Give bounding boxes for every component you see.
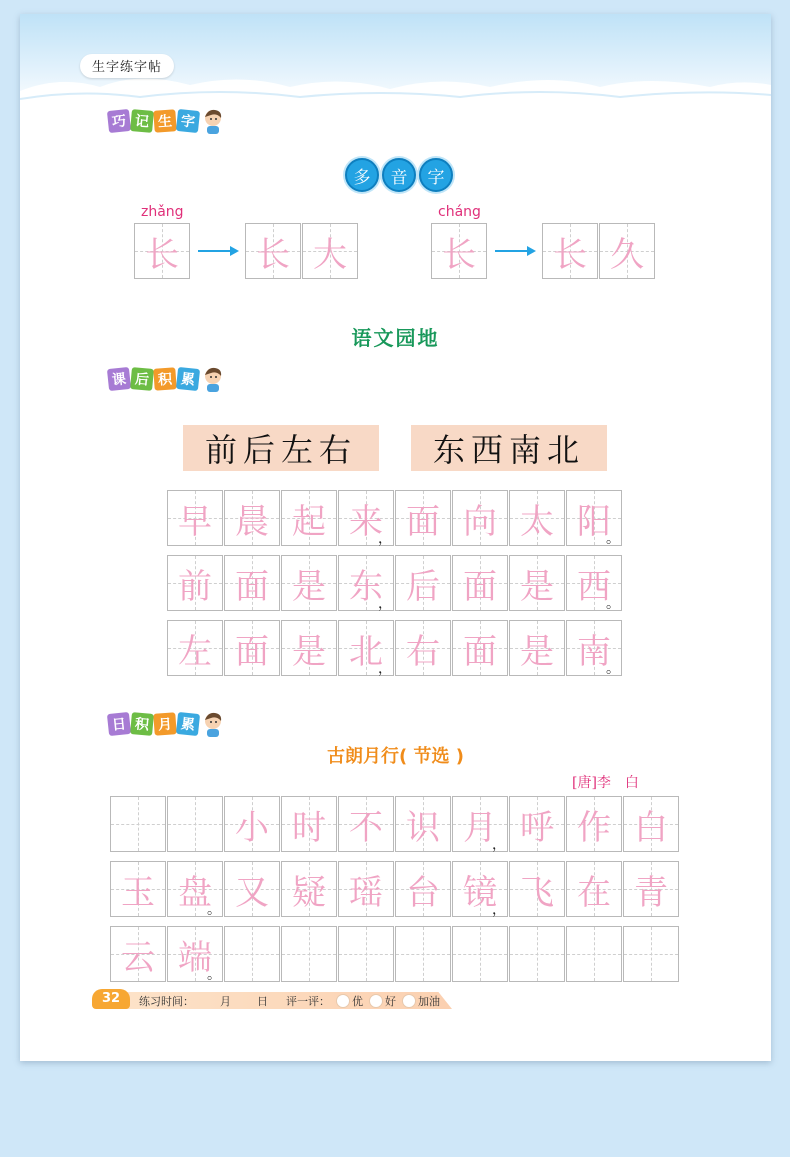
kid-mascot-icon xyxy=(202,711,224,737)
practice-cell xyxy=(110,926,166,982)
practice-cell xyxy=(110,861,166,917)
punctuation-mark: ， xyxy=(378,661,392,677)
practice-cell xyxy=(452,490,508,546)
trace-char: 又 xyxy=(235,872,269,913)
practice-cell xyxy=(452,861,508,917)
trace-char: 瑶 xyxy=(349,872,383,913)
practice-cell xyxy=(452,796,508,852)
trace-char: 呼 xyxy=(520,807,554,848)
badge-tile: 累 xyxy=(176,367,200,391)
practice-cell xyxy=(452,620,508,676)
trace-char: 面 xyxy=(235,566,269,607)
trace-char: 作 xyxy=(577,807,611,848)
practice-cell xyxy=(566,620,622,676)
practice-cell xyxy=(395,926,451,982)
practice-cell xyxy=(566,926,622,982)
workbook-page xyxy=(20,14,771,1061)
punctuation-mark: ， xyxy=(378,531,392,547)
trace-char: 西 xyxy=(577,566,611,607)
badge-tile: 课 xyxy=(107,367,131,391)
trace-char: 北 xyxy=(349,631,383,672)
polyphonic-title-char: 字 xyxy=(419,158,453,192)
practice-cell xyxy=(224,555,280,611)
practice-cell xyxy=(281,490,337,546)
badge-tile: 积 xyxy=(153,367,176,390)
practice-cell xyxy=(167,796,223,852)
practice-cell xyxy=(224,490,280,546)
practice-cell xyxy=(566,555,622,611)
practice-cell xyxy=(224,861,280,917)
trace-char: 云 xyxy=(121,937,155,978)
trace-char: 疑 xyxy=(292,872,326,913)
punctuation-mark: ， xyxy=(492,837,506,853)
practice-cell xyxy=(509,861,565,917)
trace-char: 长 xyxy=(256,234,290,275)
practice-cell xyxy=(338,490,394,546)
phrase-box: 前后左右 xyxy=(183,425,379,471)
practice-cell xyxy=(302,223,358,279)
badge-tile: 累 xyxy=(176,712,200,736)
rating-radio[interactable] xyxy=(369,994,383,1008)
trace-char xyxy=(624,927,678,981)
practice-cell xyxy=(566,796,622,852)
badge-tile: 字 xyxy=(176,109,200,133)
badge-tile: 巧 xyxy=(107,109,131,133)
trace-char: 在 xyxy=(577,872,611,913)
practice-cell xyxy=(224,796,280,852)
workbook-title: 生字练字帖 xyxy=(80,54,174,78)
trace-char: 不 xyxy=(349,807,383,848)
practice-cell xyxy=(167,490,223,546)
trace-char: 长 xyxy=(145,234,179,275)
practice-cell xyxy=(224,620,280,676)
trace-char: 面 xyxy=(406,501,440,542)
trace-char: 起 xyxy=(292,501,326,542)
practice-cell xyxy=(281,555,337,611)
polyphonic-title-char: 音 xyxy=(382,158,416,192)
section-heading: 语文园地 xyxy=(351,326,440,350)
trace-char: 长 xyxy=(553,234,587,275)
badge-tile: 生 xyxy=(153,109,176,132)
polyphonic-title xyxy=(345,158,453,192)
practice-cell xyxy=(623,926,679,982)
kid-mascot-icon xyxy=(202,366,224,392)
practice-cell xyxy=(281,861,337,917)
practice-cell xyxy=(431,223,487,279)
trace-char: 太 xyxy=(520,501,554,542)
trace-char: 面 xyxy=(235,631,269,672)
pinyin-label: zhǎng xyxy=(141,204,184,220)
badge-tile: 日 xyxy=(107,712,131,736)
phrase-box: 东西南北 xyxy=(411,425,607,471)
trace-char: 时 xyxy=(292,807,326,848)
trace-char: 向 xyxy=(463,501,497,542)
trace-char: 前 xyxy=(178,566,212,607)
punctuation-mark: 。 xyxy=(606,596,620,612)
punctuation-mark: 。 xyxy=(606,531,620,547)
page-number: 32 xyxy=(92,989,130,1009)
practice-time-label: 练习时间： xyxy=(139,995,194,1008)
trace-char: 白 xyxy=(634,807,668,848)
practice-cell xyxy=(338,620,394,676)
practice-cell xyxy=(167,620,223,676)
trace-char: 早 xyxy=(178,501,212,542)
rating-label: 评一评： xyxy=(286,995,330,1008)
practice-cell xyxy=(395,620,451,676)
punctuation-mark: 。 xyxy=(207,902,221,918)
trace-char xyxy=(339,927,393,981)
trace-char xyxy=(111,797,165,851)
poem-title: 古朗月行( 节选 ) xyxy=(327,746,464,767)
practice-cell xyxy=(281,620,337,676)
footer-text xyxy=(139,993,440,1009)
trace-char: 是 xyxy=(292,631,326,672)
punctuation-mark: ， xyxy=(492,902,506,918)
practice-cell xyxy=(395,490,451,546)
trace-char: 右 xyxy=(406,631,440,672)
section-badge-riji xyxy=(108,711,224,737)
trace-char xyxy=(567,927,621,981)
rating-radio[interactable] xyxy=(336,994,350,1008)
trace-char: 大 xyxy=(313,234,347,275)
trace-char: 南 xyxy=(577,631,611,672)
practice-cell xyxy=(110,796,166,852)
trace-char: 阳 xyxy=(577,501,611,542)
practice-cell xyxy=(338,796,394,852)
badge-tile: 积 xyxy=(130,712,154,736)
trace-char: 识 xyxy=(406,807,440,848)
trace-char: 来 xyxy=(349,501,383,542)
practice-cell xyxy=(338,926,394,982)
practice-cell xyxy=(599,223,655,279)
practice-cell xyxy=(623,861,679,917)
practice-cell xyxy=(167,555,223,611)
practice-cell xyxy=(509,796,565,852)
practice-cell xyxy=(134,223,190,279)
trace-char xyxy=(453,927,507,981)
practice-cell xyxy=(509,555,565,611)
practice-cell xyxy=(542,223,598,279)
polyphonic-title-char: 多 xyxy=(345,158,379,192)
trace-char: 盘 xyxy=(178,872,212,913)
practice-cell xyxy=(245,223,301,279)
month-label: 月 xyxy=(220,995,231,1008)
trace-char xyxy=(225,927,279,981)
rating-option: 好 xyxy=(385,995,396,1008)
practice-cell xyxy=(395,796,451,852)
practice-cell xyxy=(338,555,394,611)
trace-char: 台 xyxy=(406,872,440,913)
rating-option: 优 xyxy=(352,995,363,1008)
trace-char xyxy=(168,797,222,851)
trace-char: 是 xyxy=(520,631,554,672)
practice-cell xyxy=(395,861,451,917)
practice-footer xyxy=(92,989,462,1011)
trace-char: 镜 xyxy=(463,872,497,913)
arrow-right-icon xyxy=(198,245,240,257)
practice-cell xyxy=(167,861,223,917)
trace-char: 青 xyxy=(634,872,668,913)
trace-char: 小 xyxy=(235,807,269,848)
poem-author: [唐]李 白 xyxy=(572,775,639,791)
trace-char: 飞 xyxy=(520,872,554,913)
trace-char: 长 xyxy=(442,234,476,275)
trace-char: 久 xyxy=(610,234,644,275)
practice-cell xyxy=(338,861,394,917)
punctuation-mark: 。 xyxy=(207,967,221,983)
practice-cell xyxy=(167,926,223,982)
day-label: 日 xyxy=(257,995,268,1008)
trace-char: 后 xyxy=(406,566,440,607)
trace-char: 东 xyxy=(349,566,383,607)
trace-char xyxy=(282,927,336,981)
practice-cell xyxy=(509,926,565,982)
section-badge-kehou xyxy=(108,366,224,392)
practice-cell xyxy=(281,796,337,852)
badge-tile: 后 xyxy=(130,367,154,391)
practice-cell xyxy=(623,796,679,852)
trace-char: 月 xyxy=(463,807,497,848)
trace-char: 玉 xyxy=(121,872,155,913)
practice-cell xyxy=(452,926,508,982)
trace-char: 是 xyxy=(292,566,326,607)
kid-mascot-icon xyxy=(202,108,224,134)
trace-char: 端 xyxy=(178,937,212,978)
practice-cell xyxy=(566,861,622,917)
pinyin-label: cháng xyxy=(438,204,481,220)
rating-option: 加油 xyxy=(418,995,440,1008)
trace-char xyxy=(396,927,450,981)
trace-char: 左 xyxy=(178,631,212,672)
practice-cell xyxy=(566,490,622,546)
punctuation-mark: ， xyxy=(378,596,392,612)
punctuation-mark: 。 xyxy=(606,661,620,677)
trace-char: 是 xyxy=(520,566,554,607)
trace-char: 面 xyxy=(463,566,497,607)
practice-cell xyxy=(224,926,280,982)
practice-cell xyxy=(395,555,451,611)
practice-cell xyxy=(509,620,565,676)
practice-cell xyxy=(281,926,337,982)
practice-cell xyxy=(509,490,565,546)
badge-tile: 月 xyxy=(153,712,176,735)
practice-cell xyxy=(452,555,508,611)
trace-char: 晨 xyxy=(235,501,269,542)
rating-radio[interactable] xyxy=(402,994,416,1008)
section-badge-qiaoji xyxy=(108,108,224,134)
badge-tile: 记 xyxy=(130,109,154,133)
trace-char: 面 xyxy=(463,631,497,672)
trace-char xyxy=(510,927,564,981)
arrow-right-icon xyxy=(495,245,537,257)
